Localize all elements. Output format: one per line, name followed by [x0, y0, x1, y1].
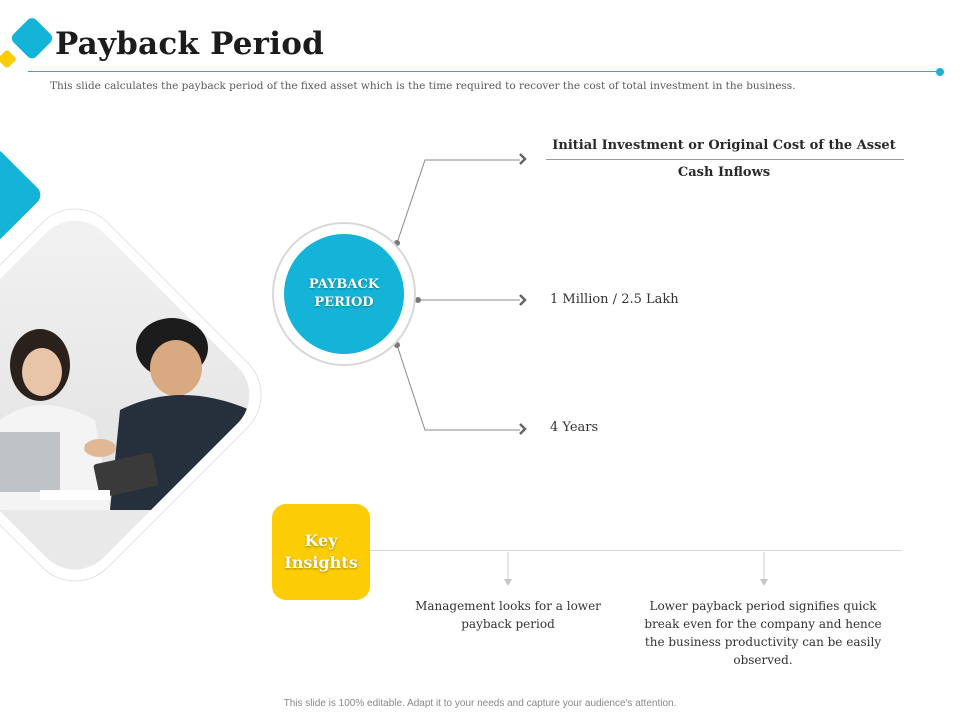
title-underline [28, 71, 940, 72]
page-title: Payback Period [55, 26, 324, 62]
insight-item-2: Lower payback period signifies quick break even for the company and hence the business productivity can be easily observed. [644, 599, 882, 667]
arrow-right-icon [518, 153, 528, 165]
corner-diamond-decoration [0, 0, 60, 90]
key-insights-line2: Insights [284, 553, 358, 572]
circle-label-line2: PERIOD [314, 295, 374, 310]
footer-note: This slide is 100% editable. Adapt it to your needs and capture your audience's attention. [283, 698, 677, 709]
arrow-right-icon [518, 423, 528, 435]
key-insights-line1: Key [304, 531, 338, 550]
key-insights-box [272, 504, 370, 600]
formula-divider [546, 159, 904, 160]
photo-panel [0, 150, 270, 590]
investment-value: 1 Million / 2.5 Lakh [550, 292, 679, 307]
payback-years-value: 4 Years [550, 420, 599, 435]
down-arrow-icon [758, 552, 770, 588]
circle-label-line1: PAYBACK [308, 277, 380, 292]
formula-denominator: Cash Inflows [677, 165, 771, 180]
payback-period-circle [284, 234, 404, 354]
formula-numerator: Initial Investment or Original Cost of the Asset [552, 138, 896, 153]
insights-rule [370, 550, 902, 551]
title-line-dot [936, 68, 944, 76]
insight-item-1: Management looks for a lower payback period [415, 599, 601, 631]
down-arrow-icon [502, 552, 514, 588]
arrow-right-icon [518, 294, 528, 306]
page-subtitle: This slide calculates the payback period of the fixed asset which is the time required to recover the cost of total investment in the business. [50, 80, 796, 92]
